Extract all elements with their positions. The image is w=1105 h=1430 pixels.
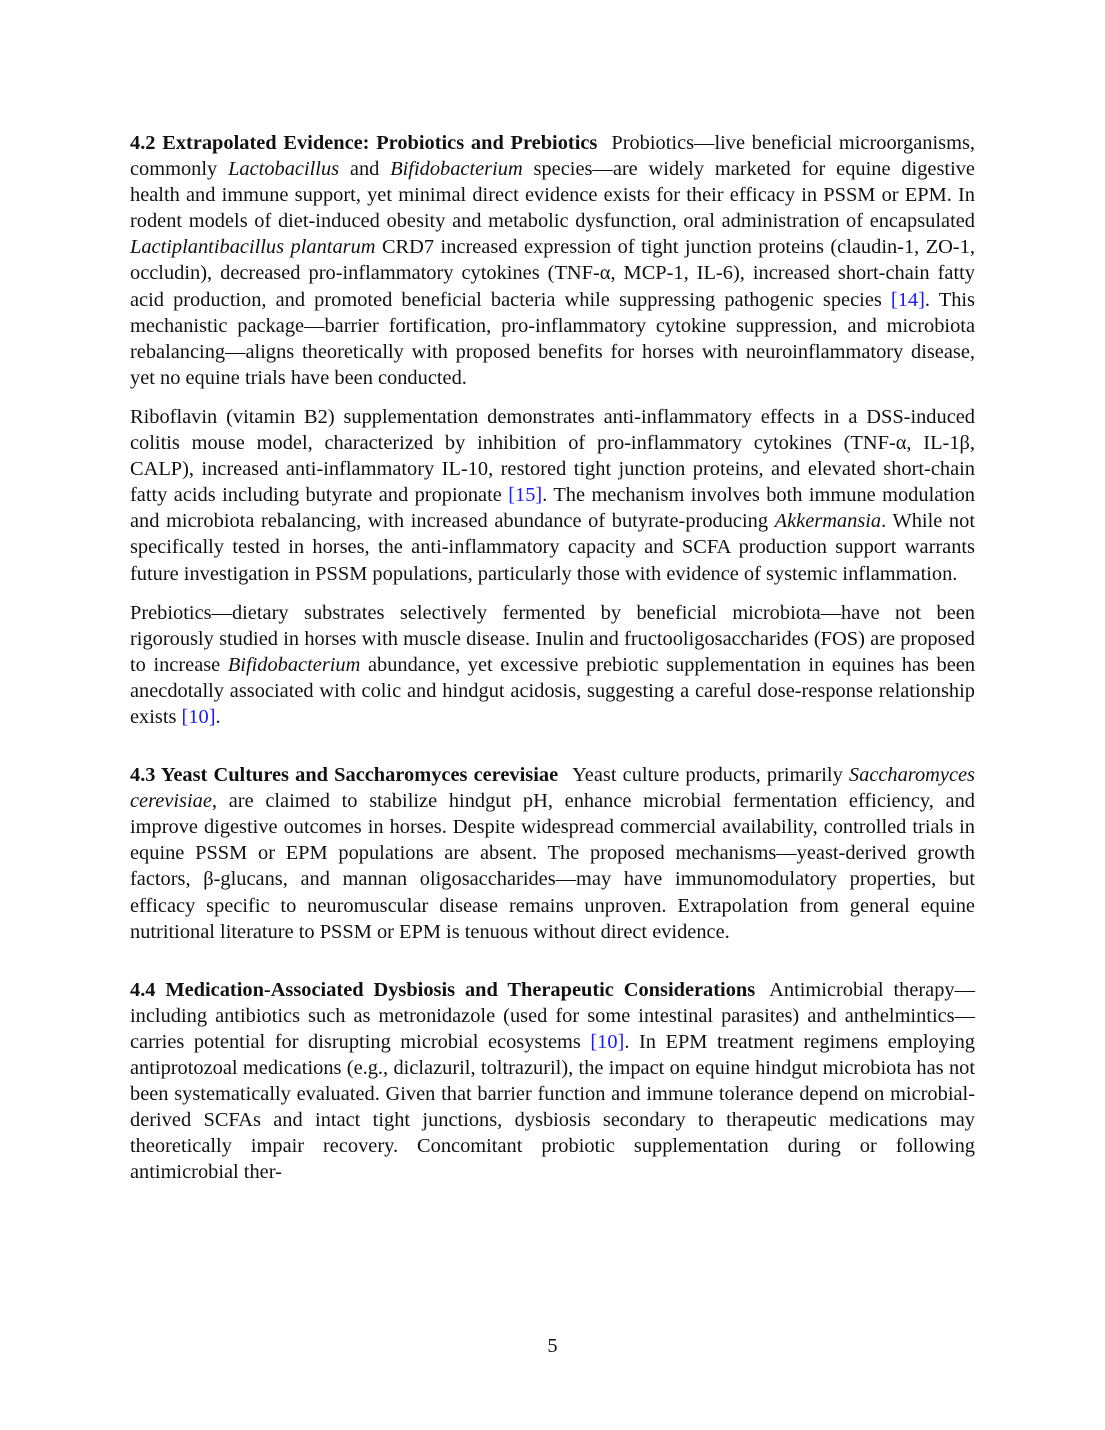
text-run: . While not specifically tested in horses, the anti-inflammatory capacity and SCFA production support warrants future investigation in PSSM populations, particularly those with evidence of systemic inflammation. [130, 510, 975, 585]
section-4-3 [130, 762, 975, 945]
italic-term: Saccharomyces cerevisiae [130, 764, 975, 813]
text-run: Probiotics—live beneficial microorganisms, commonly [130, 132, 975, 181]
section-heading: 4.2 Extrapolated Evidence: Probiotics and Prebiotics [130, 132, 598, 154]
section-4-2 [130, 130, 975, 730]
paragraph [130, 762, 975, 945]
italic-term: Bifidobacterium [227, 653, 361, 676]
text-run: . In EPM treatment regimens employing antiprotozoal medications (e.g., diclazuril, toltrazuril), the impact on equine hindgut microbiota has not been systematically evaluated. Given that barrier function and immune tolerance depend on microbial-derived SCFAs and intact tight junctions, dysbiosis secondary to therapeutic medications may theoretically impair recovery. Concomitant probiotic supplementation during or following antimicrobial ther- [130, 1030, 975, 1184]
citation-link[interactable]: [14] [890, 288, 925, 311]
text-run: Antimicrobial therapy—including antibiotics such as metronidazole (used for some intestinal parasites) and anthelmintics—carries potential for disrupting microbial ecosystems [130, 978, 975, 1053]
text-run: and [339, 158, 391, 181]
italic-term: Bifidobacterium [390, 158, 523, 181]
section-heading: 4.3 Yeast Cultures and Saccharomyces cerevisiae [130, 764, 559, 787]
italic-term: Akkermansia [774, 510, 882, 533]
paragraph [130, 977, 975, 1186]
document-page [130, 130, 975, 1185]
text-run: Yeast culture products, primarily [572, 764, 849, 787]
text-run: , are claimed to stabilize hindgut pH, enhance microbial fermentation efficiency, and improve digestive outcomes in horses. Despite widespread commercial availability, controlled trials in equine PSSM or EPM populations are absent. The proposed mechanisms—yeast-derived growth factors, β-glucans, and mannan oligosaccharides—may have immunomodulatory properties, but efficacy specific to neuromuscular disease remains unproven. Extrapolation from general equine nutritional literature to PSSM or EPM is tenuous without direct evidence. [130, 790, 975, 943]
section-heading: 4.4 Medication-Associated Dysbiosis and Therapeutic Considerations [130, 978, 756, 1001]
text-run: . This mechanistic package—barrier fortification, pro-inflammatory cytokine suppression, and microbiota rebalancing—aligns theoretically with proposed benefits for horses with neuroinflammatory disease, yet no equine trials have been conducted. [130, 288, 975, 389]
text-run: . The mechanism involves both immune modulation and microbiota rebalancing, with increased abundance of butyrate-producing [130, 484, 975, 533]
text-run: Riboflavin (vitamin B2) supplementation demonstrates anti-inflammatory effects in a DSS-induced colitis mouse model, characterized by inhibition of pro-inflammatory cytokines (TNF-α, IL-1β, CALP), increased anti-inflammatory IL-10, restored tight junction proteins, and elevated short-chain fatty acids including butyrate and propionate [130, 405, 975, 507]
page-number: 5 [547, 1335, 558, 1357]
text-run: species—are widely marketed for equine digestive health and immune support, yet minimal direct evidence exists for their efficacy in PSSM or EPM. In rodent models of diet-induced obesity and metabolic dysfunction, oral administration of encapsulated [130, 158, 975, 233]
italic-term: Lactiplantibacillus plantarum [130, 236, 376, 259]
paragraph [130, 130, 975, 391]
citation-link[interactable]: [15] [508, 484, 543, 507]
paragraph [130, 600, 975, 730]
text-run: CRD7 increased expression of tight junction proteins (claudin-1, ZO-1, occludin), decreased pro-inflammatory cytokines (TNF-α, MCP-1, IL-6), increased short-chain fatty acid production, and promoted beneficial bacteria while suppressing pathogenic species [130, 236, 975, 311]
citation-link[interactable]: [10] [590, 1030, 625, 1053]
text-run: Prebiotics—dietary substrates selectively fermented by beneficial microbiota—have not been rigorously studied in horses with muscle disease. Inulin and fructooligosaccharides (FOS) are proposed to increase [130, 601, 975, 676]
paragraph [130, 404, 975, 587]
section-4-4 [130, 977, 975, 1186]
text-run: . [215, 705, 221, 728]
italic-term: Lactobacillus [228, 158, 340, 181]
citation-link[interactable]: [10] [181, 705, 216, 728]
text-run: abundance, yet excessive prebiotic supplementation in equines has been anecdotally associated with colic and hindgut acidosis, suggesting a careful dose-response relationship exists [130, 653, 976, 728]
